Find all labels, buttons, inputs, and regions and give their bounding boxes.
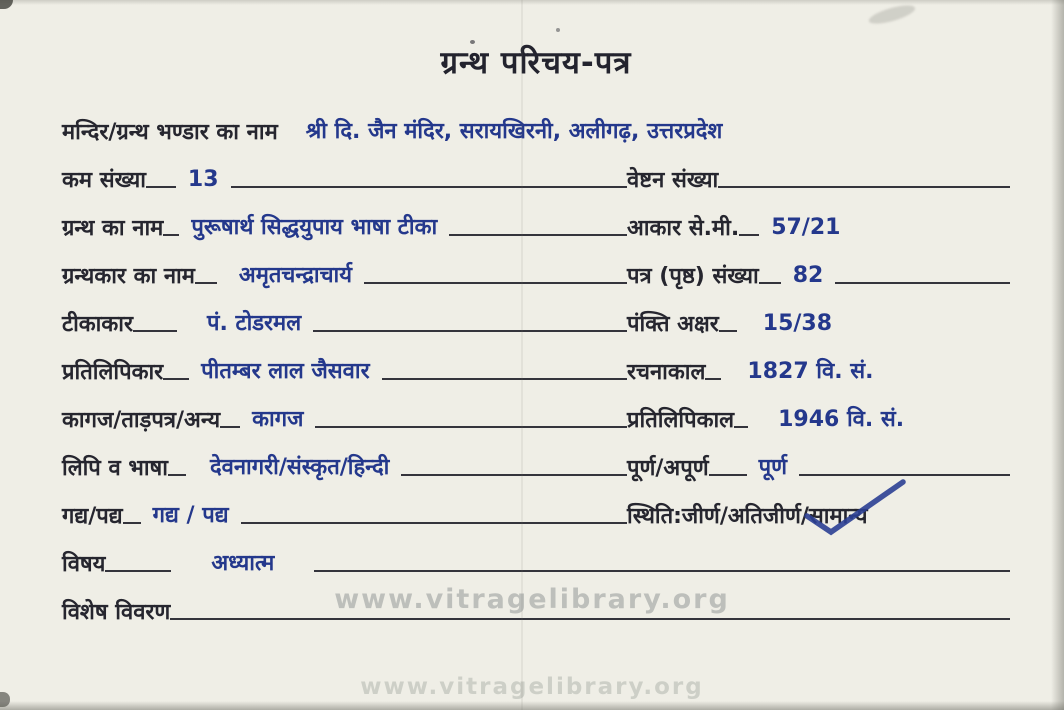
granth-naam-value: पुरूषार्थ सिद्धयुपाय भाषा टीका: [191, 214, 438, 240]
rule-line: [718, 186, 1010, 188]
patra-label: पत्र (पृष्ठ) संख्या: [627, 263, 759, 289]
rule-line: [163, 234, 179, 236]
purn-label: पूर्ण/अपूर्ण: [627, 455, 709, 481]
rule-line: [170, 618, 1010, 620]
rule-line: [614, 330, 627, 332]
watermark-bottom: www.vitragelibrary.org: [360, 674, 704, 700]
row-gadya-sthiti: [62, 484, 1010, 532]
tikakar-value: पं. टोडरमल: [206, 310, 302, 336]
rule-line: [709, 474, 747, 476]
rule-line: [614, 186, 627, 188]
tikakar-label: टीकाकार: [62, 311, 133, 337]
row-tikakar-pankti: [62, 292, 1010, 340]
rule-line: [401, 474, 614, 476]
lipi-label: लिपि व भाषा: [62, 455, 168, 481]
rule-line: [163, 378, 189, 380]
kagaz-label: कागज/ताड़पत्र/अन्य: [62, 407, 221, 433]
pankti-label: पंक्ति अक्षर: [627, 311, 719, 337]
watermark-center: www.vitragelibrary.org: [334, 584, 730, 615]
rule-line: [614, 282, 627, 284]
sthiti-label-prefix: स्थिति:जीर्ण/अतिजीर्ण/: [627, 503, 809, 529]
rule-line: [614, 426, 627, 428]
row-granthkar-patra: [62, 244, 1010, 292]
rule-line: [105, 570, 171, 572]
granthkar-value: अमृतचन्द्राचार्य: [238, 262, 353, 288]
rule-line: [364, 282, 614, 284]
aakar-label: आकार से.मी.: [627, 215, 740, 241]
sthiti-label-checked: सामान्य: [809, 503, 868, 531]
scan-speck: [556, 28, 560, 32]
rule-line: [835, 282, 1010, 284]
row-kagaz-pratilipikal: [62, 388, 1010, 436]
scan-edge: [0, 701, 1064, 710]
gadya-label: गद्य/पद्य: [62, 503, 123, 529]
kram-label: कम संख्या: [62, 167, 146, 193]
row-pratilipikar-rachnakal: [62, 340, 1010, 388]
rule-line: [759, 282, 781, 284]
rule-line: [614, 474, 627, 476]
rule-line: [739, 234, 759, 236]
patra-value: 82: [792, 262, 824, 288]
rachnakal-label: रचनाकाल: [627, 359, 706, 385]
rule-line: [799, 474, 1010, 476]
scan-edge: [1051, 0, 1064, 710]
granth-naam-label: ग्रन्थ का नाम: [62, 215, 164, 241]
scan-speck: [470, 40, 475, 44]
granthkar-label: ग्रन्थकार का नाम: [62, 263, 195, 289]
row-vishay: [62, 532, 1010, 580]
mandir-value: श्री दि. जैन मंदिर, सरायखिरनी, अलीगढ़, उत्तरप्रदेश: [305, 118, 723, 144]
row-lipi-purn: [62, 436, 1010, 484]
rule-line: [220, 426, 240, 428]
kagaz-value: कागज: [252, 406, 304, 432]
lipi-value: देवनागरी/संस्कृत/हिन्दी: [209, 454, 390, 480]
rule-line: [168, 474, 186, 476]
rule-line: [614, 234, 627, 236]
rule-line: [449, 234, 614, 236]
rule-line: [146, 186, 176, 188]
pratilipikar-value: पीतम्बर लाल जैसवार: [201, 358, 370, 384]
scan-edge: [0, 0, 1064, 5]
rule-line: [314, 570, 1010, 572]
rule-line: [719, 330, 737, 332]
purn-value: पूर्ण: [758, 454, 788, 480]
paper-crease: [521, 0, 523, 710]
pratilipikar-label: प्रतिलिपिकार: [62, 359, 164, 385]
vishay-value: अध्यात्म: [211, 550, 275, 576]
pankti-value: 15/38: [762, 310, 833, 336]
rule-line: [382, 378, 614, 380]
mandir-label: मन्दिर/ग्रन्थ भण्डार का नाम: [62, 119, 278, 145]
sthiti-label: [627, 503, 868, 531]
rule-line: [705, 378, 721, 380]
row-kram-veshtan: [62, 148, 1010, 196]
scan-corner-mark: [0, 0, 13, 9]
card-title: ग्रन्थ परिचय-पत्र: [440, 45, 632, 81]
row-granth-aakar: [62, 196, 1010, 244]
rule-line: [123, 522, 141, 524]
row-vishesh: [62, 580, 1010, 628]
rule-line: [133, 330, 177, 332]
rule-line: [313, 330, 614, 332]
pratilipikal-label: प्रतिलिपिकाल: [627, 407, 735, 433]
gadya-value: गद्य / पद्य: [152, 502, 229, 528]
kram-value: 13: [187, 166, 219, 192]
rule-line: [195, 282, 217, 284]
rule-line: [734, 426, 748, 428]
form-rows: [62, 100, 1010, 628]
veshtan-label: वेष्टन संख्या: [627, 167, 719, 193]
rachnakal-value: 1827 वि. सं.: [747, 358, 874, 384]
rule-line: [614, 378, 627, 380]
rule-line: [231, 186, 614, 188]
pratilipikal-value: 1946 वि. सं.: [778, 406, 905, 432]
rule-line: [614, 522, 627, 524]
row-mandir: [62, 100, 1010, 148]
vishesh-label: विशेष विवरण: [62, 599, 171, 625]
rule-line: [241, 522, 614, 524]
aakar-value: 57/21: [771, 214, 841, 240]
rule-line: [315, 426, 614, 428]
vishay-label: विषय: [62, 551, 106, 577]
